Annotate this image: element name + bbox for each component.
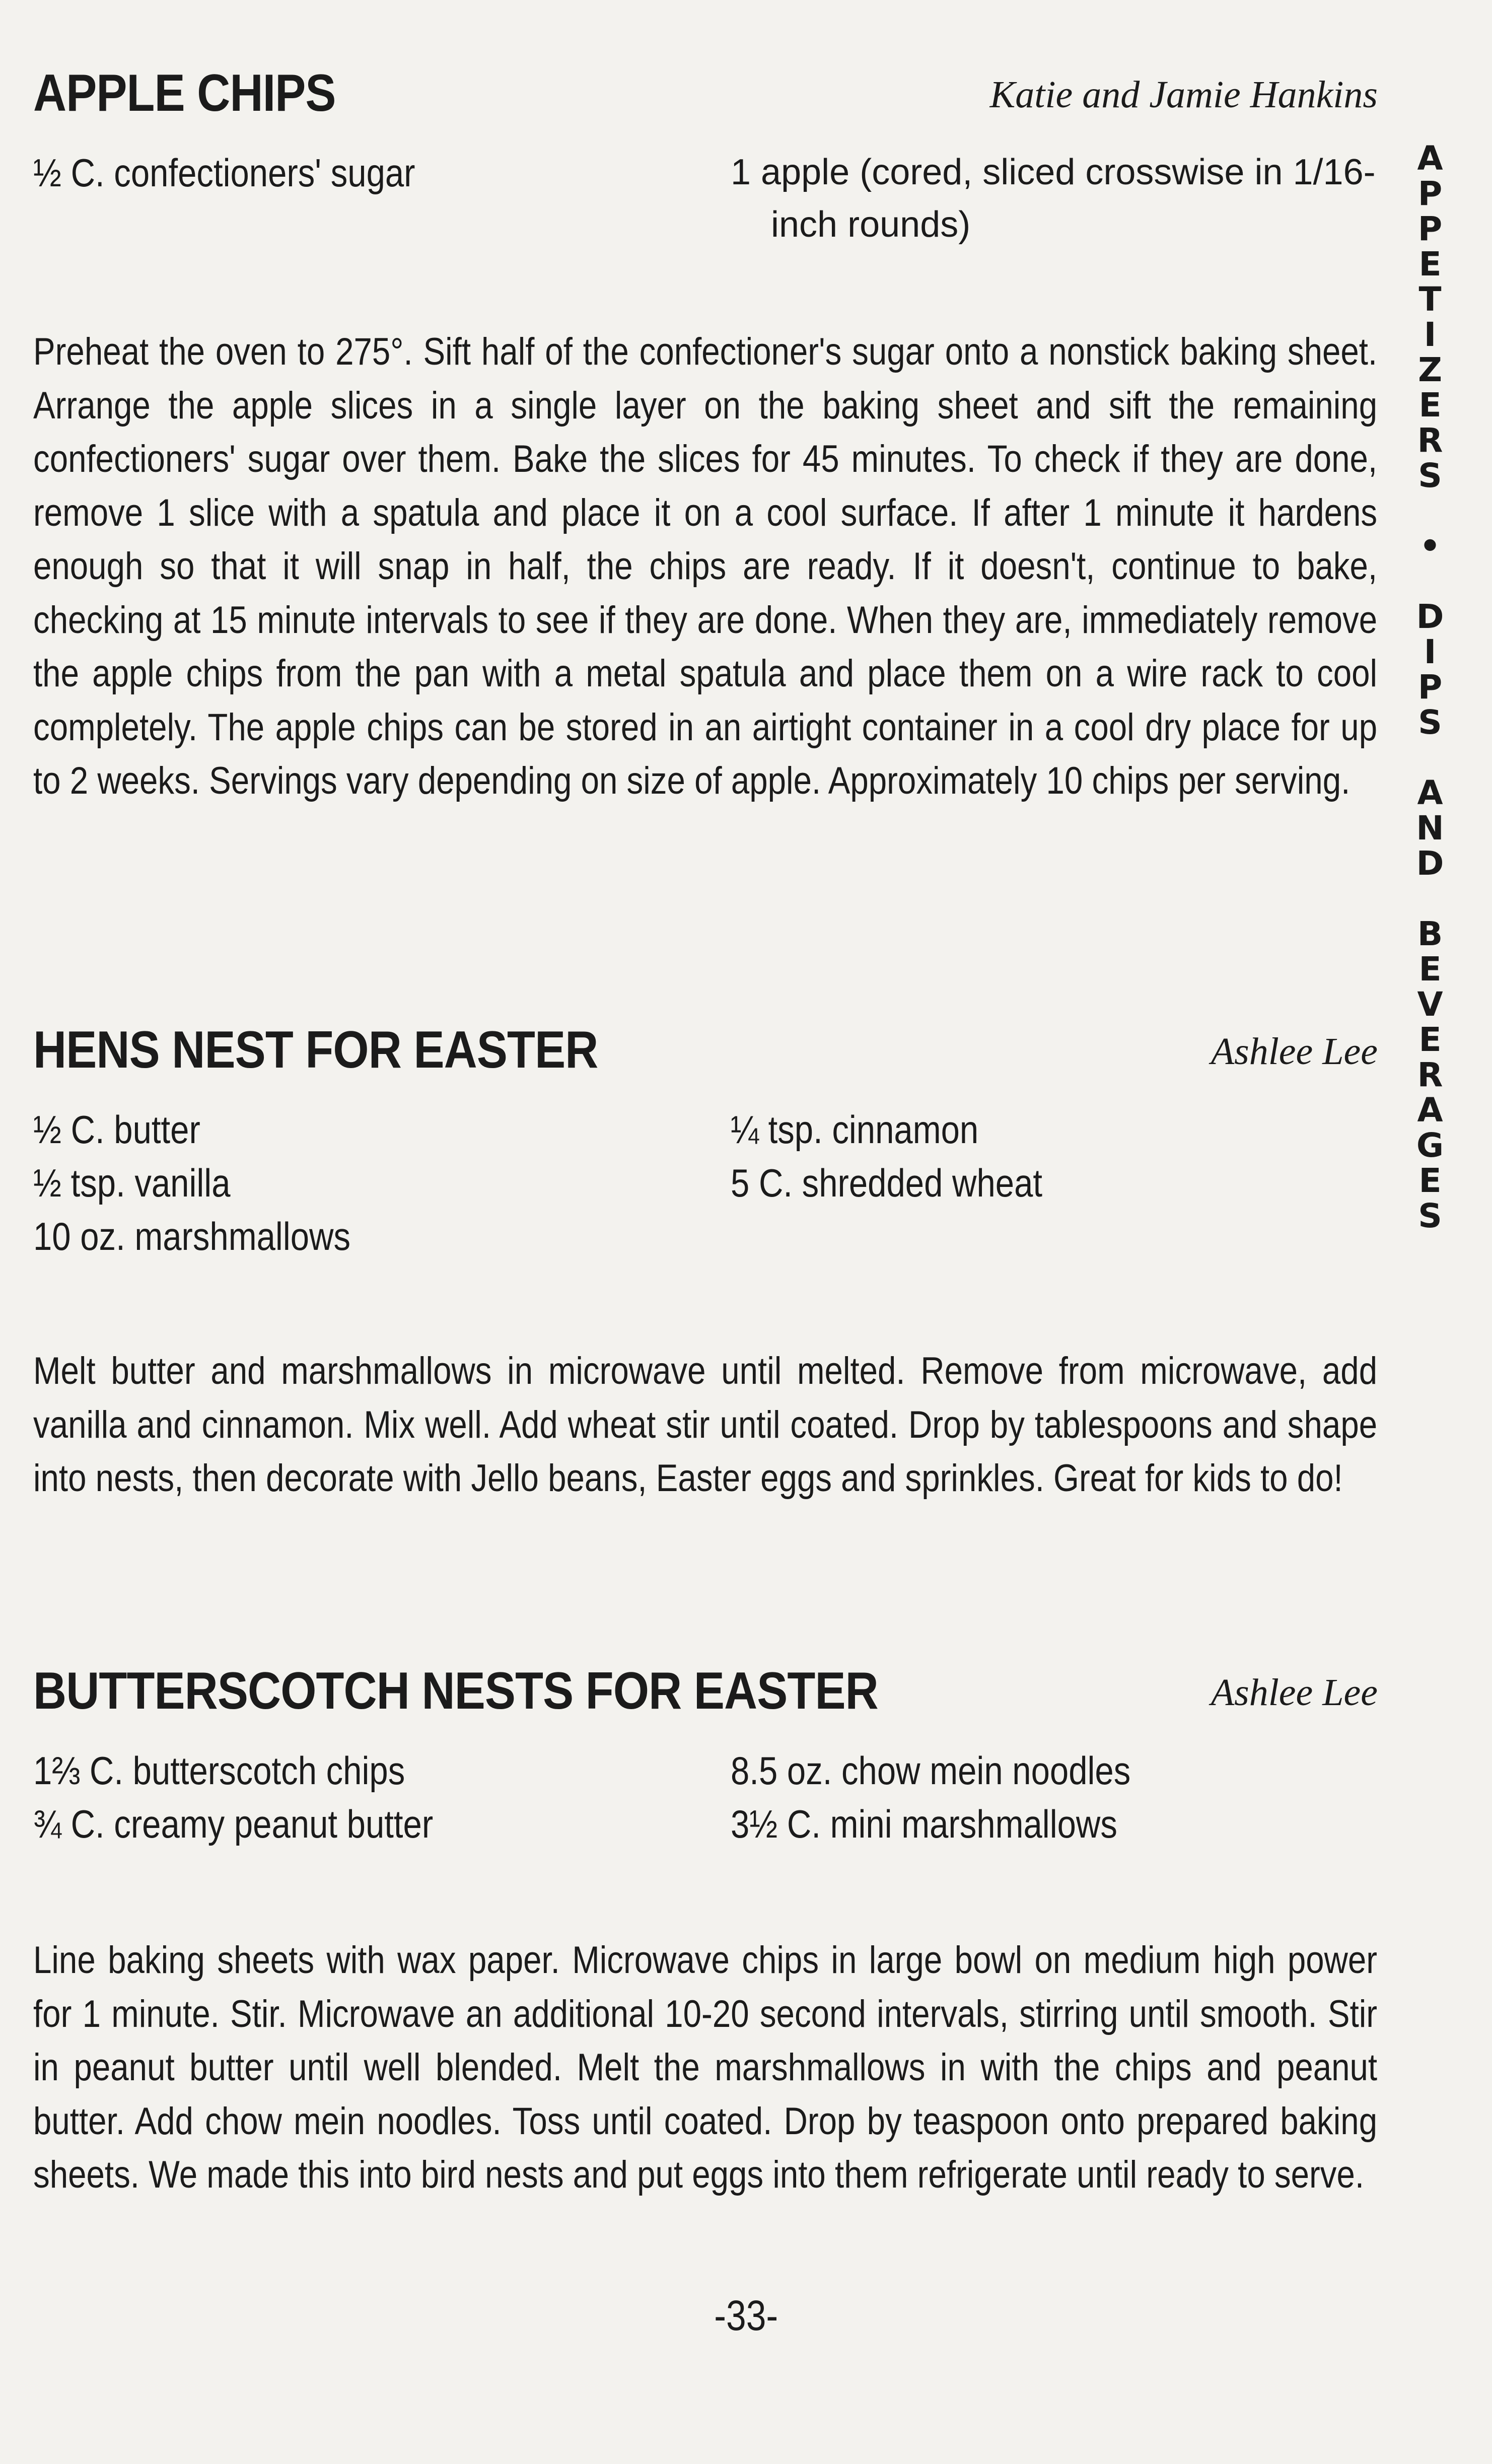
recipe-author: Ashlee Lee — [1211, 1671, 1378, 1714]
tab-letter: E — [1418, 950, 1442, 989]
tab-letter: A — [1417, 139, 1443, 178]
tab-letter: A — [1417, 773, 1443, 812]
ingredient: ½ C. confectioners' sugar — [33, 151, 415, 195]
ingredient: 5 C. shredded wheat — [731, 1161, 1043, 1205]
recipe-author: Ashlee Lee — [1211, 1030, 1378, 1073]
tab-letter: I — [1424, 315, 1437, 354]
ingredient-column-right — [731, 1103, 1380, 1210]
tab-letter: E — [1418, 245, 1442, 284]
tab-letter: S — [1418, 1196, 1442, 1235]
ingredient: 10 oz. marshmallows — [33, 1214, 351, 1258]
tab-letter: N — [1416, 809, 1444, 848]
ingredient: 8.5 oz. chow mein noodles — [731, 1748, 1131, 1793]
tab-letter: I — [1424, 632, 1437, 671]
tab-letter: P — [1417, 668, 1443, 707]
tab-letter: E — [1418, 1161, 1442, 1200]
ingredient-column-left — [33, 1744, 688, 1851]
recipe-directions — [33, 325, 1378, 808]
tab-letter: B — [1417, 914, 1443, 953]
ingredient: ½ tsp. vanilla — [33, 1161, 231, 1205]
ingredient-column-right — [731, 146, 1380, 251]
tab-letter: A — [1417, 1091, 1443, 1130]
ingredient-column-left — [33, 146, 688, 199]
tab-letter: G — [1416, 1126, 1444, 1165]
page-number-text: -33- — [714, 2292, 778, 2339]
page-number — [0, 2290, 1492, 2341]
ingredient-column-right — [731, 1744, 1380, 1851]
recipe-author: Katie and Jamie Hankins — [989, 74, 1378, 116]
tab-letter: T — [1418, 280, 1442, 319]
ingredient: ¼ tsp. cinnamon — [731, 1107, 979, 1152]
recipe-directions — [33, 1934, 1378, 2202]
ingredient-list — [33, 1744, 1378, 1851]
directions-text: Preheat the oven to 275°. Sift half of the confectioner's sugar onto a nonstick baking sheet. Arrange the apple slices in a single layer on the baking sheet and sift the remaining confectioners' sugar over them. Bake the slices for 45 minutes. To check if they are done, remove 1 slice with a spatula and place it on a cool surface. If after 1 minute it hardens enough so that it will snap in half, the chips are ready. If it doesn't, continue to bake, checking at 15 minute intervals to see if they are done. When they are, immediately remove the apple chips from the pan with a metal spatula and place them on a wire rack to cool completely. The apple chips can be stored in an airtight container in a cool dry place for up to 2 weeks. Servings vary depending on size of apple. Approximately 10 chips per serving. — [33, 330, 1378, 802]
ingredient-column-left — [33, 1103, 688, 1263]
recipe-hens-nest — [33, 1017, 1378, 1263]
ingredient: ½ C. butter — [33, 1107, 200, 1152]
recipe-directions — [33, 1345, 1378, 1506]
tab-letter: E — [1418, 1020, 1442, 1059]
recipe-header — [33, 60, 1378, 126]
tab-letter: R — [1417, 421, 1443, 460]
tab-letter: V — [1417, 985, 1443, 1024]
ingredient-list — [33, 1103, 1378, 1263]
tab-letter: S — [1418, 703, 1442, 742]
tab-letter: D — [1416, 844, 1444, 883]
section-tab — [1405, 141, 1455, 1234]
recipe-header — [33, 1658, 1378, 1724]
directions-text: Melt butter and marshmallows in microwave until melted. Remove from microwave, add vanilla and cinnamon. Mix well. Add wheat stir until coated. Drop by tablespoons and shape into nests, then decorate with Jello beans, Easter eggs and sprinkles. Great for kids to do! — [33, 1350, 1378, 1500]
ingredient: 1⅔ C. butterscotch chips — [33, 1748, 405, 1793]
recipe-title: HENS NEST FOR EASTER — [33, 1021, 598, 1079]
recipe-title: BUTTERSCOTCH NESTS FOR EASTER — [33, 1662, 878, 1720]
tab-letter: Z — [1418, 350, 1442, 389]
recipe-apple-chips — [33, 60, 1378, 253]
tab-letter: D — [1416, 597, 1444, 636]
tab-bullet: • — [1419, 527, 1441, 566]
ingredient: 1 apple (cored, sliced crosswise in 1/16-inch rounds) — [731, 152, 1376, 245]
tab-letter: P — [1417, 209, 1443, 248]
recipe-title: APPLE CHIPS — [33, 64, 336, 122]
recipe-header — [33, 1017, 1378, 1083]
ingredient-list — [33, 146, 1378, 253]
tab-letter: E — [1418, 386, 1442, 425]
directions-text: Line baking sheets with wax paper. Microwave chips in large bowl on medium high power for 1 minute. Stir. Microwave an additional 10-20 second intervals, stirring until smooth. Stir in peanut butter until well blended. Melt the marshmallows in with the chips and peanut butter. Add chow mein noodles. Toss until coated. Drop by teaspoon onto prepared baking sheets. We made this into bird nests and put eggs into them refrigerate until ready to serve. — [33, 1939, 1378, 2196]
recipe-butterscotch-nests — [33, 1658, 1378, 1851]
tab-letter: R — [1417, 1055, 1443, 1094]
ingredient: ¾ C. creamy peanut butter — [33, 1802, 434, 1846]
ingredient: 3½ C. mini marshmallows — [731, 1802, 1117, 1846]
tab-letter: P — [1417, 174, 1443, 213]
tab-letter: S — [1418, 456, 1442, 495]
